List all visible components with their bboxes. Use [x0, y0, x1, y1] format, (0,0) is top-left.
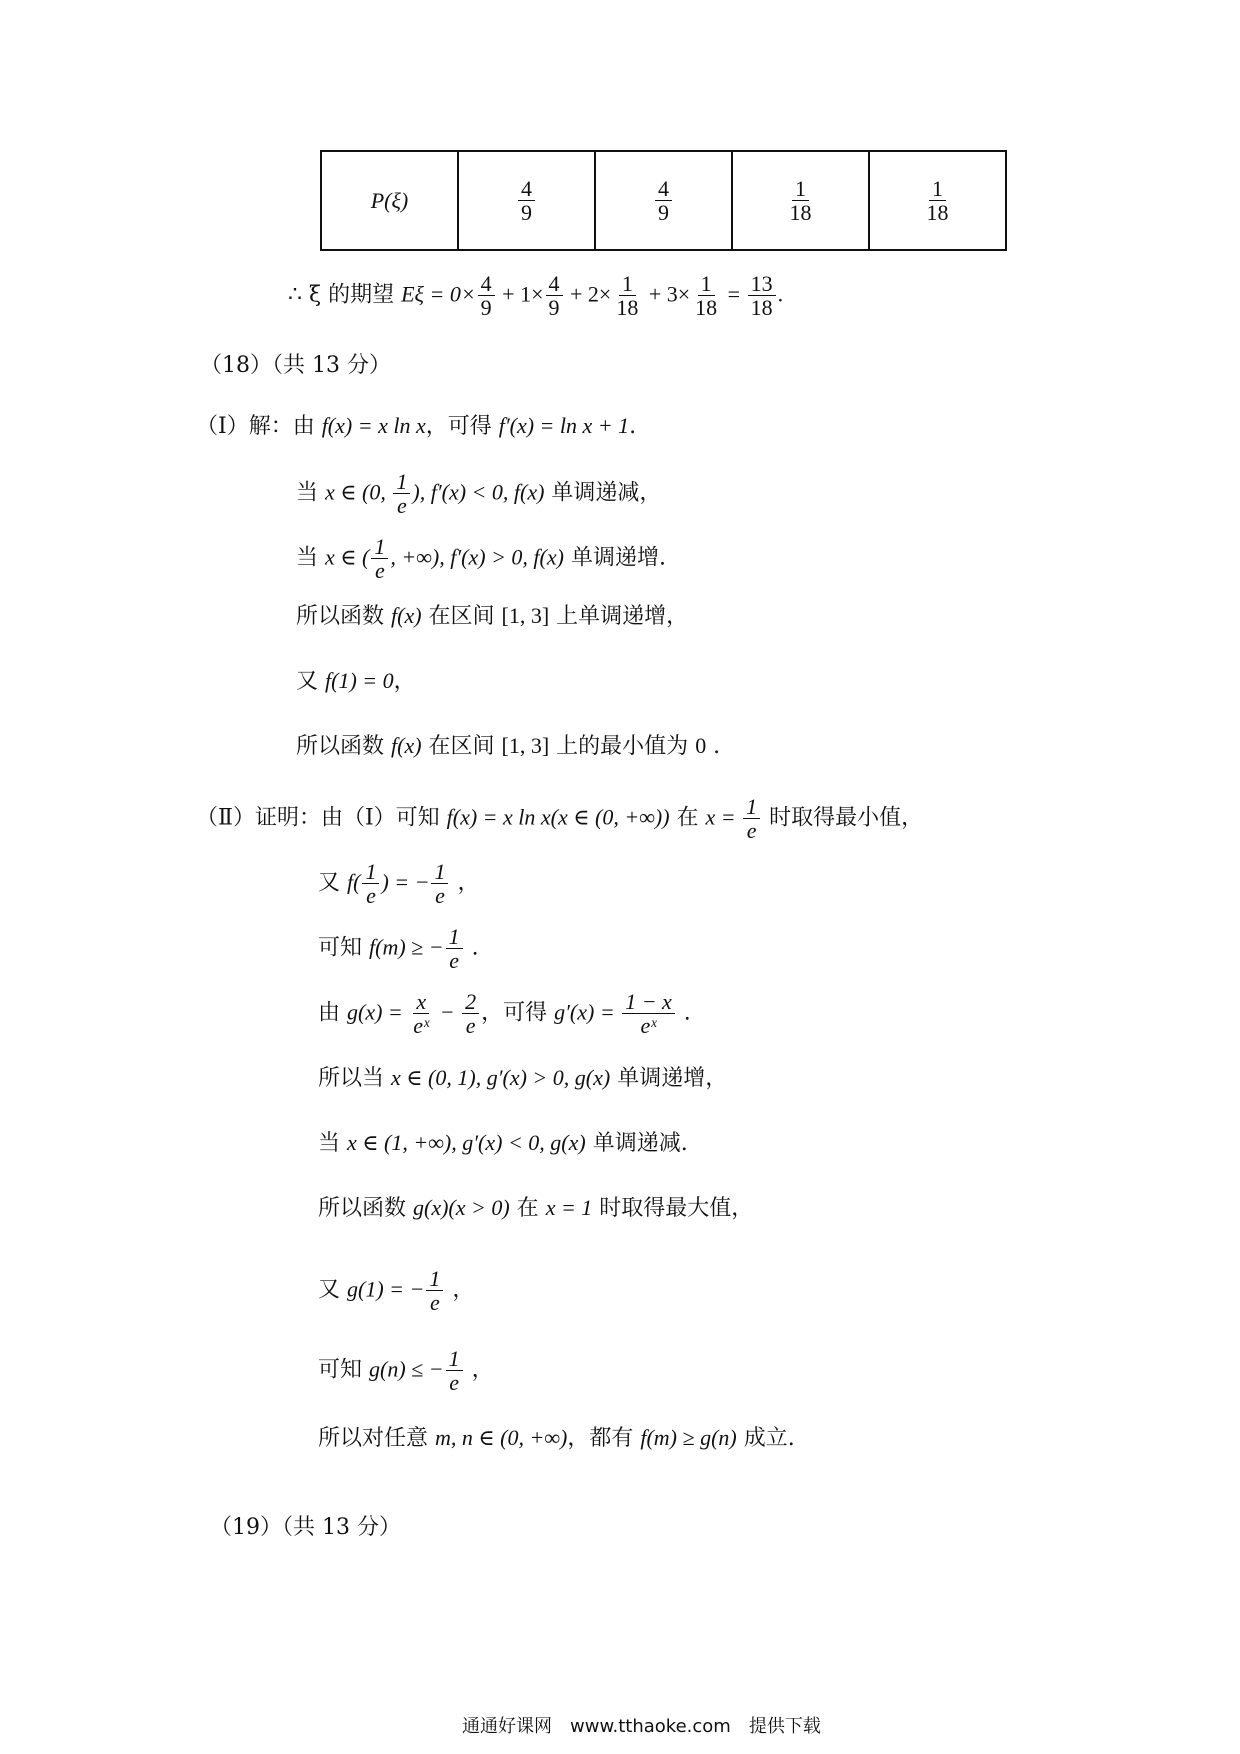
table-cell: $\frac{4}{9}$: [458, 151, 595, 250]
table-label-cell: P(ξ): [321, 151, 458, 250]
table-cell: $\frac{4}{9}$: [595, 151, 732, 250]
part-1-line-5: 所以函数 f(x) 在区间 [1, 3] 上的最小值为 0 .: [296, 733, 721, 759]
part-2-line-5: 当 x ∈ (1, +∞), g′(x) < 0, g(x) 单调递减.: [318, 1130, 688, 1156]
part-2-line-7: 又 g(1) = − $\frac{1}{e}$ ，: [318, 1266, 475, 1316]
part-2-intro: （Ⅱ）证明：由（Ⅰ）可知 f(x) = x ln x(x ∈ (0, +∞)) 在 x = $\frac{1}{e}$ 时取得最小值，: [196, 794, 924, 844]
probability-table: [320, 150, 1007, 251]
part-2-line-1: 又 f( $\frac{1}{e}$ ) = − $\frac{1}{e}$ ，: [318, 859, 480, 909]
part-1-line-4: 又 f(1) = 0，: [296, 668, 416, 694]
part-2-line-3: 由 g(x) = $\frac{x}{\text{eˣ}}$ − $\frac{2}{e}$ ，可得 g′(x) = $\frac{1 - x}{\text{eˣ}}$ .: [318, 989, 691, 1039]
part-2-line-6: 所以函数 g(x)(x > 0) 在 x = 1 时取得最大值，: [318, 1195, 754, 1221]
page-footer: 通通好课网 www.tthaoke.com 提供下载: [462, 1716, 821, 1737]
part-1-line-1: 当 x ∈ (0, $\frac{1}{e}$ ), f′(x) < 0, f(x) 单调递减，: [296, 469, 662, 519]
table-row: [321, 151, 1006, 250]
expectation-line: ∴ ξ 的期望 Eξ = 0× $\frac{4}{9}$ + 1× $\frac{4}{9}$ + 2× $\frac{1}{18}$ + 3× $\frac{1}{18}$ = $\frac{13}{18}$ .: [288, 271, 784, 321]
part-2-line-4: 所以当 x ∈ (0, 1), g′(x) > 0, g(x) 单调递增，: [318, 1065, 728, 1091]
question-19-header: （19）（共 13 分）: [210, 1515, 401, 1540]
part-1-line-2: 当 x ∈ ( $\frac{1}{e}$ , +∞), f′(x) > 0, f(x) 单调递增.: [296, 534, 666, 584]
part-2-line-8: 可知 g(n) ≤ − $\frac{1}{e}$ ，: [318, 1346, 494, 1396]
part-1-line-3: 所以函数 f(x) 在区间 [1, 3] 上单调递增，: [296, 603, 689, 629]
part-2-line-2: 可知 f(m) ≥ − $\frac{1}{e}$ .: [318, 924, 479, 974]
table-cell: $\frac{1}{18}$: [869, 151, 1006, 250]
part-2-line-9: 所以对任意 m, n ∈ (0, +∞)，都有 f(m) ≥ g(n) 成立.: [318, 1425, 795, 1451]
table-cell: $\frac{1}{18}$: [732, 151, 869, 250]
question-18-header: （18）（共 13 分）: [200, 353, 391, 378]
part-1-intro: （Ⅰ）解：由 f(x) = x ln x，可得 f′(x) = ln x + 1.: [196, 413, 637, 439]
